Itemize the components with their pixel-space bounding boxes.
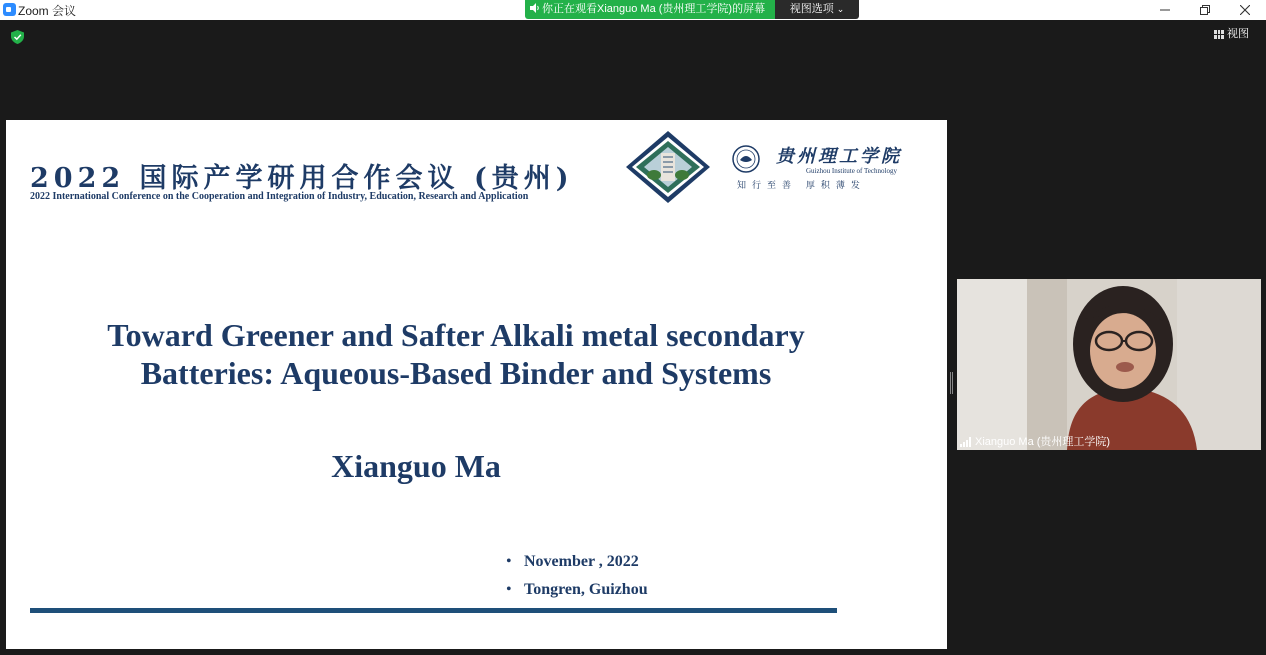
grid-view-icon xyxy=(1214,30,1224,39)
restore-button[interactable] xyxy=(1185,0,1225,20)
talk-title-line-2: Batteries: Aqueous-Based Binder and Systems xyxy=(140,355,772,391)
conference-title-en: 2022 International Conference on the Cooperation and Integration of Industry, Education, Research and Application xyxy=(30,191,529,202)
view-options-button[interactable] xyxy=(775,0,859,19)
speaker-icon xyxy=(530,3,540,13)
talk-title-line-1: Toward Greener and Safter Alkali metal secondary xyxy=(107,317,805,353)
university-motto: 知行至善 厚积薄发 xyxy=(737,181,866,191)
talk-date: • November , 2022 xyxy=(506,548,648,576)
talk-title xyxy=(6,316,906,392)
restore-icon xyxy=(1200,5,1210,15)
participant-name: Xianguo Ma (贵州理工学院) xyxy=(975,436,1111,448)
chevron-down-icon: ⌄ xyxy=(836,4,845,14)
minimize-button[interactable] xyxy=(1145,0,1185,20)
minimize-icon xyxy=(1160,5,1170,15)
university-name-en: Guizhou Institute of Technology xyxy=(806,167,897,175)
view-options-label: 视图选项 xyxy=(789,3,834,15)
view-button-label: 视图 xyxy=(1227,28,1249,40)
close-icon xyxy=(1240,5,1250,15)
campus-photo-diamond-logo xyxy=(626,131,710,203)
participant-name-label xyxy=(957,434,1261,450)
author-name: Xianguo Ma xyxy=(331,448,501,484)
security-shield-icon[interactable] xyxy=(11,30,24,44)
title-bar xyxy=(0,0,1266,20)
window-title: Zoom 会议 xyxy=(18,4,77,18)
view-button[interactable] xyxy=(1214,26,1249,42)
university-name-cn: 贵州理工学院 xyxy=(776,146,902,167)
talk-location: • Tongren, Guizhou xyxy=(506,576,648,604)
screen-share-banner xyxy=(525,0,775,19)
close-button[interactable] xyxy=(1225,0,1265,20)
participant-video[interactable] xyxy=(957,279,1261,450)
shared-slide xyxy=(6,120,947,649)
zoom-app-icon xyxy=(3,3,16,16)
participant-video-frame xyxy=(957,279,1261,450)
conference-title-cn: 2022 国际产学研用合作会议 (贵州) xyxy=(30,163,574,194)
share-banner-text: 你正在观看Xianguo Ma (贵州理工学院)的屏幕 xyxy=(542,3,766,15)
slide-divider xyxy=(30,608,837,613)
panel-splitter-handle[interactable] xyxy=(950,372,953,394)
connection-signal-icon xyxy=(960,437,971,447)
talk-details xyxy=(506,548,648,604)
university-emblem xyxy=(730,145,770,173)
